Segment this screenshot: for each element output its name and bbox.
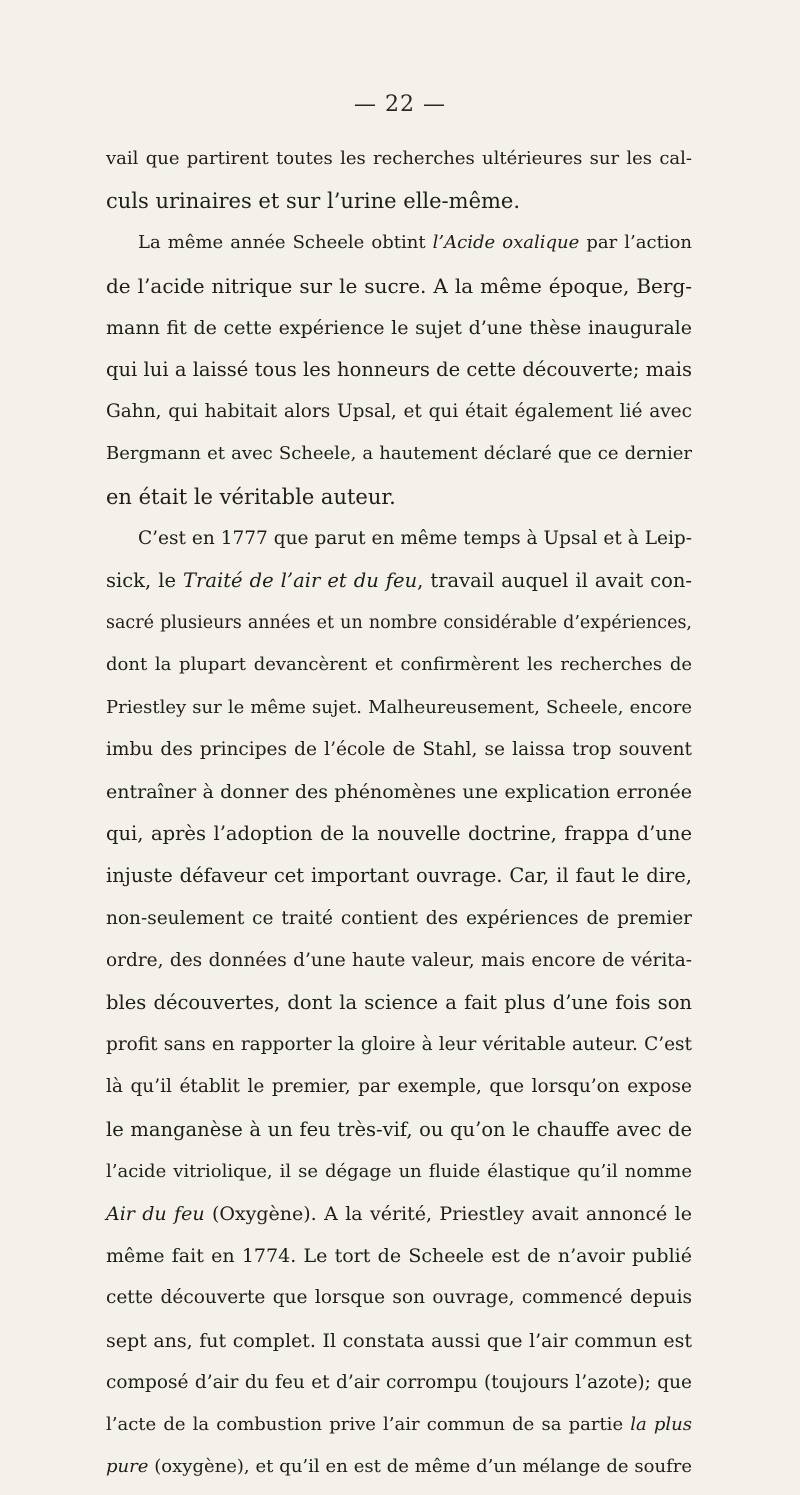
text-line xyxy=(138,522,692,556)
text-line xyxy=(106,691,692,725)
line-text: en était le véritable auteur. xyxy=(106,484,396,509)
line-text: cette découverte que lorsque son ouvrage, commencé depuis xyxy=(106,1287,692,1309)
line-text: dont la plupart devancèrent et confirmèrent les recherches de xyxy=(106,654,692,676)
text-line xyxy=(106,184,520,218)
line-text: vail que partirent toutes les recherches ultérieures sur les cal- xyxy=(106,148,692,169)
text-line xyxy=(106,1197,692,1231)
text-line xyxy=(106,606,692,640)
text-line xyxy=(106,353,692,387)
line-text: entraîner à donner des phénomènes une explication erronée xyxy=(106,781,692,803)
text-line xyxy=(106,1028,692,1062)
text-line xyxy=(106,142,692,176)
text-line xyxy=(106,1155,692,1189)
text-line xyxy=(106,269,692,303)
line-text: composé d’air du feu et d’air corrompu (toujours l’azote); que xyxy=(106,1371,692,1393)
line-text: de l’acide nitrique sur le sucre. A la même époque, Berg- xyxy=(106,273,692,298)
text-line xyxy=(106,480,396,514)
line-text: l’acte de la combustion prive l’air commun de sa partie xyxy=(106,1414,631,1435)
line-text: Bergmann et avec Scheele, a hautement déclaré que ce dernier xyxy=(106,443,692,465)
line-text: Priestley sur le même sujet. Malheureusement, Scheele, encore xyxy=(106,696,692,718)
line-text: mann fit de cette expérience le sujet d’une thèse inaugurale xyxy=(106,316,692,339)
page-number: — 22 — xyxy=(354,92,446,117)
line-text: le manganèse à un feu très-vif, ou qu’on le chauffe avec de xyxy=(106,1117,692,1141)
line-text: imbu des principes de l’école de Stahl, se laissa trop souvent xyxy=(106,738,692,760)
line-text: l’acide vitriolique, il se dégage un fluide élastique qu’il nomme xyxy=(106,1160,692,1182)
text-line xyxy=(106,1324,692,1358)
text-line xyxy=(106,775,692,809)
line-text: bles découvertes, dont la science a fait plus d’une fois son xyxy=(106,991,692,1014)
text-line xyxy=(106,1281,692,1315)
line-text: (oxygène), et qu’il en est de même d’un mélange de soufre xyxy=(148,1456,692,1478)
text-line xyxy=(106,1408,692,1442)
text-line xyxy=(106,859,692,893)
italic-text: Traité de l’air et du feu xyxy=(183,569,418,592)
line-text: Gahn, qui habitait alors Upsal, et qui était également lié avec xyxy=(106,401,692,423)
line-text: culs urinaires et sur l’urine elle-même. xyxy=(106,189,521,214)
line-text: sacré plusieurs années et un nombre considérable d’expériences, xyxy=(106,613,692,634)
line-text: profit sans en rapporter la gloire à leur véritable auteur. C’est xyxy=(106,1034,692,1056)
line-text: même fait en 1774. Le tort de Scheele est de n’avoir publié xyxy=(106,1245,692,1268)
line-text: qui, après l’adoption de la nouvelle doctrine, frappa d’une xyxy=(106,822,692,846)
text-line xyxy=(106,1450,692,1484)
line-text: non-seulement ce traité contient des expériences de premier xyxy=(106,907,692,929)
text-line xyxy=(106,986,692,1020)
text-line xyxy=(106,1113,692,1147)
line-text: La même année Scheele obtint xyxy=(138,232,433,254)
line-text: injuste défaveur cet important ouvrage. Car, il faut le dire, xyxy=(106,864,692,888)
text-line xyxy=(106,437,692,471)
line-text: là qu’il établit le premier, par exemple, que lorsqu’on expose xyxy=(106,1076,692,1098)
text-line xyxy=(106,1366,692,1400)
line-text: (Oxygène). A la vérité, Priestley avait annoncé le xyxy=(204,1203,692,1225)
text-line xyxy=(106,1070,692,1104)
line-text: sept ans, fut complet. Il constata aussi que l’air commun est xyxy=(106,1329,692,1352)
text-line xyxy=(106,817,692,851)
text-line xyxy=(106,648,692,682)
line-text: ordre, des données d’une haute valeur, mais encore de vérita- xyxy=(106,949,692,971)
text-line xyxy=(106,944,692,978)
italic-text: l’Acide oxalique xyxy=(432,232,580,254)
text-line xyxy=(138,226,692,260)
italic-text: pure xyxy=(106,1456,149,1478)
text-line xyxy=(106,733,692,767)
line-text: par l’action xyxy=(579,232,692,254)
line-text: qui lui a laissé tous les honneurs de cette découverte; mais xyxy=(106,358,692,381)
text-line xyxy=(106,311,692,345)
text-line xyxy=(106,1239,692,1273)
text-line xyxy=(106,564,692,598)
line-text: C’est en 1777 que parut en même temps à Upsal et à Leip- xyxy=(138,527,692,549)
italic-text: la plus xyxy=(630,1414,692,1435)
line-text: , travail auquel il avait con- xyxy=(417,569,693,592)
italic-text: Air du feu xyxy=(106,1203,205,1225)
text-line xyxy=(106,395,692,429)
line-text: sick, le xyxy=(106,569,184,592)
text-line xyxy=(106,902,692,936)
